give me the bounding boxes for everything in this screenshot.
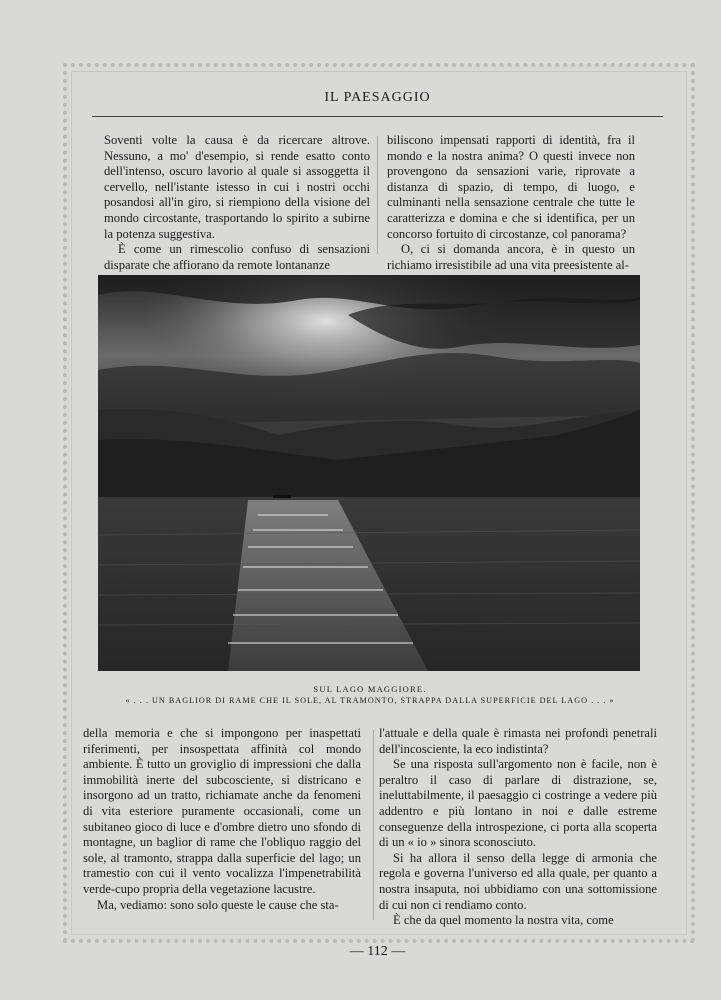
paragraph: È che da quel momento la nostra vita, come bbox=[393, 913, 614, 928]
paragraph: Se una risposta sull'argomento non è facile, non è peraltro il caso di parlare di distrazione, se, ineluttabilmente, il paesaggio ci costringe a vedere più addentro e più lontano in noi e dalle estreme conseguenze della introspezione, ci porta alla scoperta di un « io » sinora sconosciuto. bbox=[379, 757, 657, 850]
paragraph: Ma, vediamo: sono solo queste le cause che sta- bbox=[97, 897, 339, 912]
paragraph: biliscono impensati rapporti di identità, fra il mondo e la nostra anima? O questi invece non provengono da sensazioni varie, riprovate a distanza di spazio, di tempo, di luogo, e culminanti nella sensazione centrale che tutte le caratterizza e domina e che si identifica, per un concorso fortuito di circostanze, col panorama? bbox=[387, 133, 635, 241]
bottom-left-column bbox=[83, 726, 361, 913]
photo-caption-quote: « . . . UN BAGLIOR DI RAME CHE IL SOLE, AL TRAMONTO, STRAPPA DALLA SUPERFICIE DEL LAGO . . . » bbox=[125, 696, 615, 705]
paragraph: l'attuale e della quale è rimasta nei profondi penetrali dell'incosciente, la eco indistinta? bbox=[379, 726, 657, 756]
page-number: — 112 — bbox=[349, 944, 406, 959]
top-left-column bbox=[104, 133, 370, 273]
photo-caption-title: SUL LAGO MAGGIORE. bbox=[313, 684, 427, 694]
top-right-column bbox=[387, 133, 635, 273]
header-rule bbox=[92, 116, 663, 117]
lake-photograph bbox=[98, 275, 640, 671]
column-divider bbox=[373, 730, 374, 920]
paragraph: Si ha allora il senso della legge di armonia che regola e governa l'universo ed alla quale, per quanto a nostra insaputa, noi ubbidiamo con una sottomissione di cui non ci rendiamo conto. bbox=[379, 850, 657, 912]
lake-sunset-image bbox=[98, 275, 640, 671]
paragraph: È come un rimescolio confuso di sensazioni disparate che affiorano da remote lontananze bbox=[104, 242, 370, 272]
running-header: IL PAESAGGIO bbox=[324, 90, 431, 105]
bottom-right-column bbox=[379, 726, 657, 929]
paragraph: della memoria e che si impongono per inaspettati riferimenti, per insospettata affinità col mondo ambiente. È tutto un groviglio di impressioni che dalla immobilità inerte del subcosciente, si districano e insorgono ad un tratto, richiamate anche da fenomeni di vita esteriore puramente occasionali, come un subitaneo gioco di luce e d'ombre dietro uno sfondo di montagne, un baglior di rame che l'obliquo raggio del sole, al tramonto, strappa dalla superficie del lago; un tramestio con cui il vento vocalizza l'impenetrabilità verde-cupo propria della vegetazione lacustre. bbox=[83, 726, 361, 896]
paragraph: O, ci si domanda ancora, è in questo un richiamo irresistibile ad una vita preesistente al- bbox=[387, 242, 635, 272]
column-divider bbox=[377, 136, 378, 254]
paragraph: Soventi volte la causa è da ricercare altrove. Nessuno, a mo' d'esempio, si rende esatto conto dell'intenso, oscuro lavorio al quale si assoggetta il cervello, nell'istante istesso in cui i nostri occhi posandosi all'in giro, si riempiono della visione del mondo circostante, trasportando lo spirito a subirne la potenza suggestiva. bbox=[104, 133, 370, 241]
